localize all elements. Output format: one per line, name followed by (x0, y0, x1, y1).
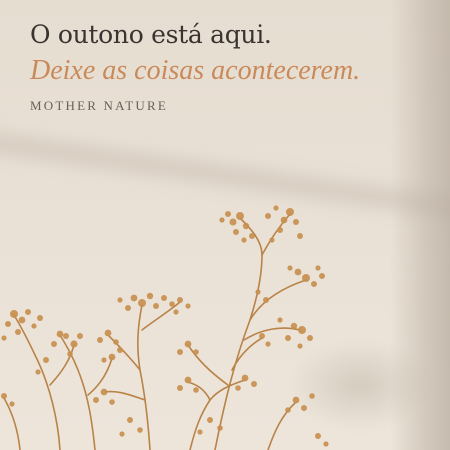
quote-attribution: MOTHER NATURE (30, 98, 169, 113)
quote-block (30, 18, 430, 114)
quote-subline: Deixe as coisas acontecerem. (30, 55, 361, 86)
quote-headline: O outono está aqui. (30, 20, 272, 49)
